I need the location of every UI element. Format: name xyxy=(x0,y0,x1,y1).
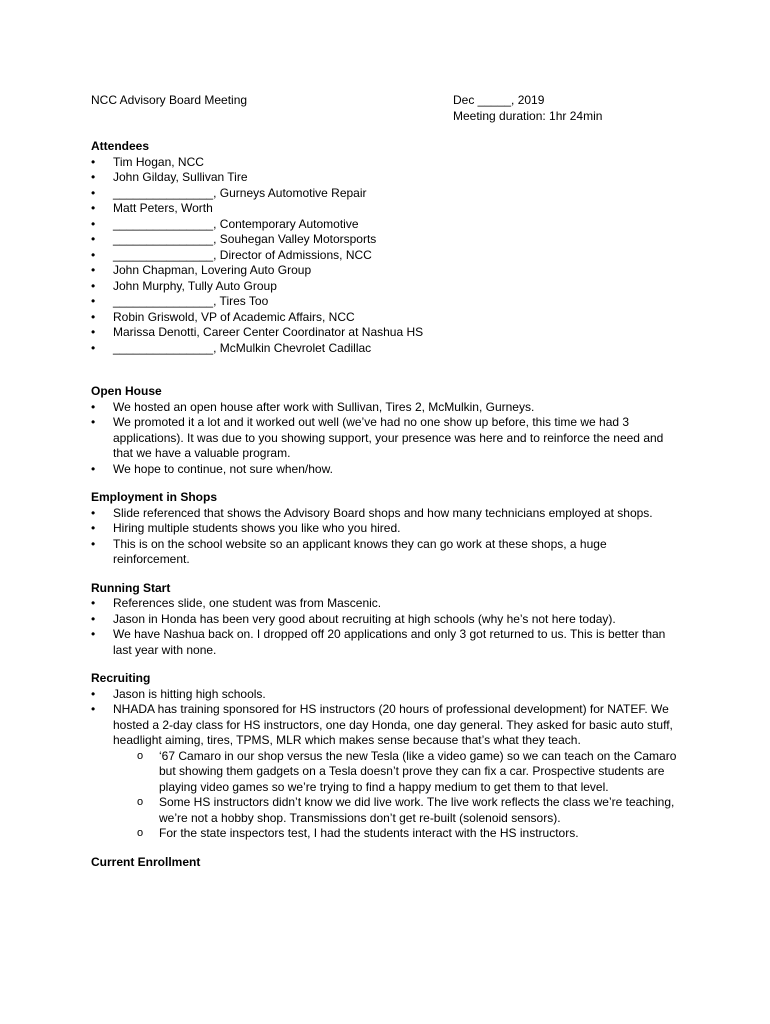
meeting-date: Dec _____, 2019 xyxy=(453,93,545,107)
list-item: • Jason in Honda has been very good about recruiting at high schools (why he’s not here today). xyxy=(91,612,681,628)
document-body xyxy=(91,139,681,870)
list-item: • John Gilday, Sullivan Tire xyxy=(91,170,681,186)
list-item: • _______________, Gurneys Automotive Repair xyxy=(91,186,681,202)
attendees-section xyxy=(91,139,681,356)
list-item: • Matt Peters, Worth xyxy=(91,201,681,217)
list-item: • We hope to continue, not sure when/how. xyxy=(91,462,681,478)
list-item: • Jason is hitting high schools. xyxy=(91,687,681,703)
sub-list-item: o Some HS instructors didn’t know we did live work. The live work reflects the class we’re teaching, we’re not a hobby shop. Transmissions don’t get re-built (solenoid sensors). xyxy=(113,795,681,826)
list-item: • Tim Hogan, NCC xyxy=(91,155,681,171)
list-item: • This is on the school website so an applicant knows they can go work at these shops, a huge reinforcement. xyxy=(91,537,681,568)
sub-list-item: o ‘67 Camaro in our shop versus the new Tesla (like a video game) so we can teach on the Camaro but showing them gadgets on a Tesla doesn’t prove they can fix a car. Prospective students are playing video games so we’re trying to find a happy medium to get them to that level. xyxy=(113,749,681,796)
open-house-list xyxy=(91,400,681,478)
open-house-section xyxy=(91,384,681,477)
running-start-section xyxy=(91,581,681,659)
list-item xyxy=(91,702,681,842)
list-item: • We have Nashua back on. I dropped off 20 applications and only 3 got returned to us. This is better than last year with none. xyxy=(91,627,681,658)
employment-heading: Employment in Shops xyxy=(91,490,218,504)
list-item: • _______________, Director of Admissions, NCC xyxy=(91,248,681,264)
list-item: • We promoted it a lot and it worked out well (we’ve had no one show up before, this time we had 3 applications). It was due to you showing support, your presence was here and to reinforce the need and that we have a valuable program. xyxy=(91,415,681,462)
meeting-title: NCC Advisory Board Meeting xyxy=(91,93,248,107)
list-item: • _______________, Souhegan Valley Motorsports xyxy=(91,232,681,248)
recruiting-section xyxy=(91,671,681,842)
list-item: • John Murphy, Tully Auto Group xyxy=(91,279,681,295)
running-start-heading: Running Start xyxy=(91,580,171,595)
employment-section xyxy=(91,490,681,568)
meeting-meta xyxy=(453,93,602,124)
recruiting-sublist xyxy=(113,749,681,842)
list-item: • We hosted an open house after work with Sullivan, Tires 2, McMulkin, Gurneys. xyxy=(91,400,681,416)
list-item: • John Chapman, Lovering Auto Group xyxy=(91,263,681,279)
recruiting-list xyxy=(91,687,681,842)
attendees-list xyxy=(91,155,681,357)
open-house-heading: Open House xyxy=(91,384,162,398)
list-item: • Marissa Denotti, Career Center Coordinator at Nashua HS xyxy=(91,325,681,341)
employment-list xyxy=(91,506,681,568)
list-item: • _______________, McMulkin Chevrolet Cadillac xyxy=(91,341,681,357)
list-item: • References slide, one student was from Mascenic. xyxy=(91,596,681,612)
running-start-list xyxy=(91,596,681,658)
list-item-text: NHADA has training sponsored for HS instructors (20 hours of professional development) for NATEF. We hosted a 2-day class for HS instructors, one day Honda, one day general. They asked for basic auto stuff, headlight aiming, tires, TPMS, MLR which makes sense because that’s what they teach. xyxy=(113,702,673,747)
list-item: • _______________, Tires Too xyxy=(91,294,681,310)
list-item: • Robin Griswold, VP of Academic Affairs, NCC xyxy=(91,310,681,326)
current-enrollment-heading: Current Enrollment xyxy=(91,854,201,869)
list-item: • Slide referenced that shows the Advisory Board shops and how many technicians employed at shops. xyxy=(91,506,681,522)
sub-list-item: o For the state inspectors test, I had the students interact with the HS instructors. xyxy=(113,826,681,842)
meeting-duration: Meeting duration: 1hr 24min xyxy=(453,108,603,123)
current-enrollment-section xyxy=(91,855,681,871)
list-item: • Hiring multiple students shows you like who you hired. xyxy=(91,521,681,537)
attendees-heading: Attendees xyxy=(91,139,150,153)
list-item: • _______________, Contemporary Automotive xyxy=(91,217,681,233)
recruiting-heading: Recruiting xyxy=(91,671,151,685)
